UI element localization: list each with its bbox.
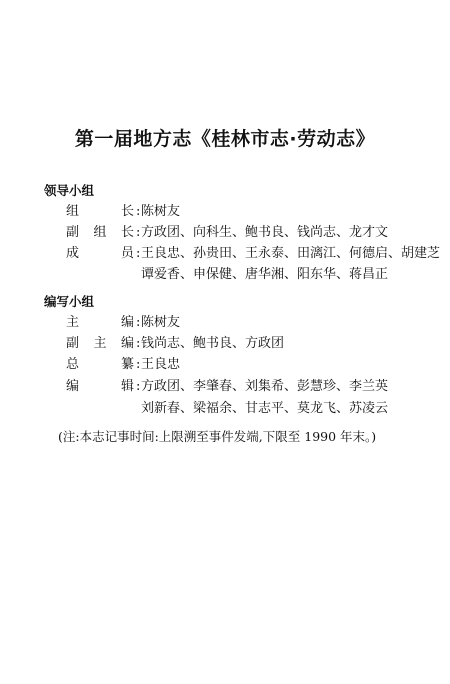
deputy-editor-role-label: 副 主 编 <box>66 336 134 351</box>
editors-row <box>0 377 450 397</box>
editors-row-continued <box>0 399 450 419</box>
compiler-role-label: 总 纂 <box>66 357 134 372</box>
members-colon: : <box>136 246 141 261</box>
members-names-line-2: 谭爱香、申保健、唐华湘、阳东华、蒋昌正 <box>141 267 389 282</box>
deputy-leader-names: 方政团、向科生、鲍书良、钱尚志、龙才文 <box>141 225 389 240</box>
deputy-leader-role-label: 副 组 长 <box>66 225 134 240</box>
deputy-editor-row <box>0 334 450 354</box>
compiler-colon: : <box>136 357 141 372</box>
leader-row <box>0 202 450 222</box>
deputy-editor-colon: : <box>136 336 141 351</box>
editors-role-label: 编 辑 <box>66 379 134 394</box>
deputy-leader-row <box>0 223 450 243</box>
page-title: 第一届地方志《桂林市志·劳动志》 <box>74 128 376 150</box>
chief-editor-row <box>0 313 450 333</box>
members-row-continued <box>0 265 450 285</box>
chief-editor-role-label: 主 编 <box>66 315 134 330</box>
leader-colon: : <box>136 204 141 219</box>
chief-editor-names: 陈树友 <box>141 315 181 330</box>
leader-role-label: 组 长 <box>66 204 134 219</box>
leadership-heading: 领导小组 <box>44 183 95 198</box>
footnote: (注:本志记事时间:上限溯至事件发端,下限至 1990 年末。) <box>58 429 377 444</box>
compiler-names: 王良忠 <box>141 357 181 372</box>
compiler-row <box>0 355 450 375</box>
leader-names: 陈树友 <box>141 204 181 219</box>
deputy-leader-colon: : <box>136 225 141 240</box>
members-role-label: 成 员 <box>66 246 134 261</box>
chief-editor-colon: : <box>136 315 141 330</box>
editorial-heading: 编写小组 <box>44 294 95 309</box>
editors-names-line-1: 方政团、李肇春、刘集希、彭慧珍、李兰英 <box>141 379 389 394</box>
members-row <box>0 244 450 264</box>
editors-colon: : <box>136 379 141 394</box>
editors-names-line-2: 刘新春、梁福余、甘志平、莫龙飞、苏凌云 <box>141 401 389 416</box>
deputy-editor-names: 钱尚志、鲍书良、方政团 <box>141 336 285 351</box>
members-names-line-1: 王良忠、孙贵田、王永泰、田漓江、何德启、胡建芝 <box>141 246 441 261</box>
